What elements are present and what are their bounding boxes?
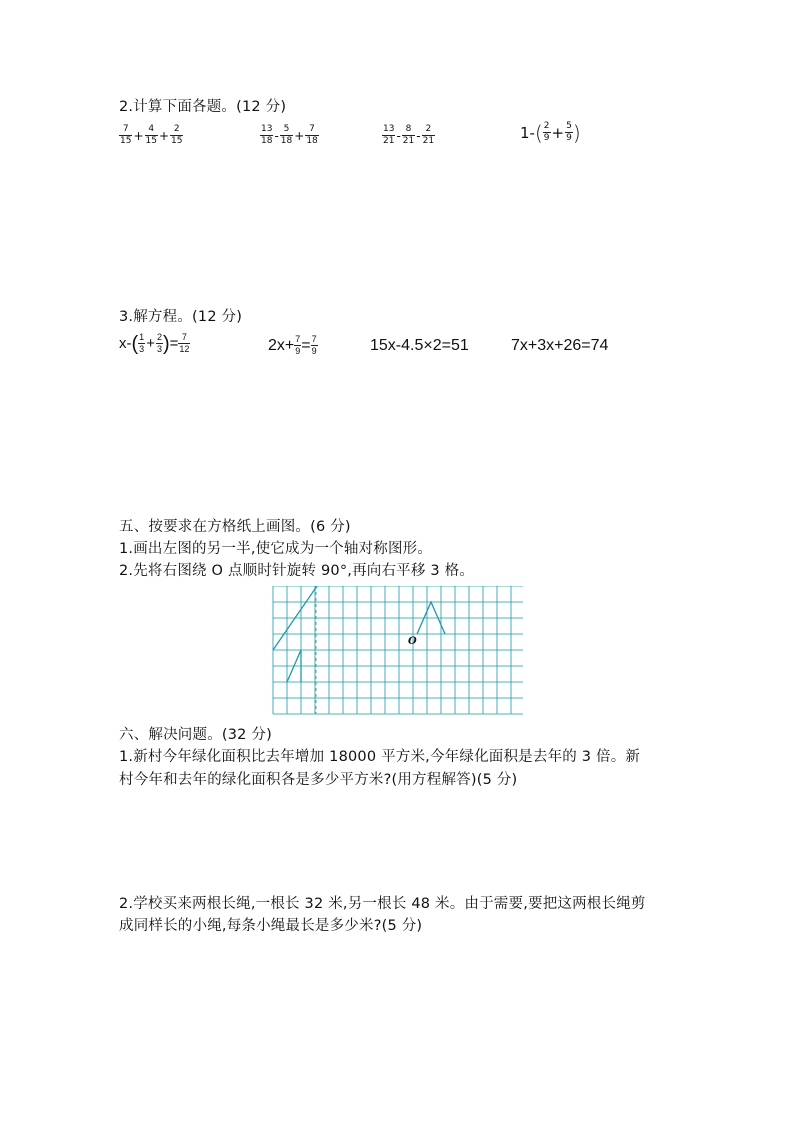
section6-title: 六、解决问题。(32 分) xyxy=(119,727,272,743)
section3-title: 3.解方程。(12 分) xyxy=(119,309,243,325)
section6-question-1-line-2: 村今年和去年的绿化面积各是多少平方米?(用方程解答)(5 分) xyxy=(119,772,518,788)
fraction: $\frac{7}{9}$ xyxy=(295,334,301,356)
section5-title: 五、按要求在方格纸上画图。(6 分) xyxy=(119,519,351,535)
fraction: $\frac{1}{3}$ xyxy=(139,332,145,354)
section6-question-2-line-1: 2.学校买来两根长绳,一根长 32 米,另一根长 48 米。由于需要,要把这两根长绳剪 xyxy=(119,896,646,912)
equation-2: 2x+ $\frac{7}{9}$ = $\frac{7}{9}$ xyxy=(268,334,317,356)
fraction: $\frac{2}{15}$ xyxy=(171,124,183,146)
fraction: $\frac{5}{18}$ xyxy=(280,124,293,146)
section2-title: 2.计算下面各题。(12 分) xyxy=(119,99,287,115)
fraction: $\frac{13}{21}$ xyxy=(383,124,395,146)
fraction: $\frac{13}{18}$ xyxy=(261,124,273,146)
fraction: $\frac{8}{21}$ xyxy=(402,124,415,146)
section5-question-2: 2.先将右图绕 O 点顺时针旋转 90°,再向右平移 3 格。 xyxy=(119,563,475,579)
grid-paper xyxy=(271,586,523,717)
problem-2-2: $\frac{13}{18}$ - $\frac{5}{18}$ + $\frac{7}{18}$ xyxy=(261,124,318,146)
fraction: $\frac{4}{15}$ xyxy=(145,124,157,146)
grid-lines xyxy=(273,586,523,714)
section6-question-2-line-2: 成同样长的小绳,每条小绳最长是多少米?(5 分) xyxy=(119,918,423,934)
section5-question-1: 1.画出左图的另一半,使它成为一个轴对称图形。 xyxy=(119,541,433,557)
fraction: $\frac{7}{12}$ xyxy=(179,332,190,354)
problem-2-4: 1- ( $\frac{2}{9}$ + $\frac{5}{9}$ ) xyxy=(520,120,581,145)
fraction: $\frac{2}{3}$ xyxy=(156,332,162,354)
fraction: $\frac{2}{9}$ xyxy=(543,121,550,143)
fraction: $\frac{7}{15}$ xyxy=(120,124,132,146)
equation-3: 15x-4.5×2=51 xyxy=(370,337,469,354)
fraction: $\frac{7}{9}$ xyxy=(311,334,317,356)
point-o-label: O xyxy=(408,636,417,647)
problem-2-1: $\frac{7}{15}$ + $\frac{4}{15}$ + $\frac{2}{15}$ xyxy=(120,124,183,146)
fraction: $\frac{2}{21}$ xyxy=(422,124,435,146)
equation-1: x- ( $\frac{1}{3}$ + $\frac{2}{3}$ ) = $\frac{7}{12}$ xyxy=(119,332,190,355)
equation-4: 7x+3x+26=74 xyxy=(511,337,609,354)
fraction: $\frac{7}{18}$ xyxy=(306,124,318,146)
problem-2-3: $\frac{13}{21}$ - $\frac{8}{21}$ - $\frac{2}{21}$ xyxy=(383,124,435,146)
section6-question-1-line-1: 1.新村今年绿化面积比去年增加 18000 平方米,今年绿化面积是去年的 3 倍。新 xyxy=(119,749,641,765)
fraction: $\frac{5}{9}$ xyxy=(566,121,572,143)
